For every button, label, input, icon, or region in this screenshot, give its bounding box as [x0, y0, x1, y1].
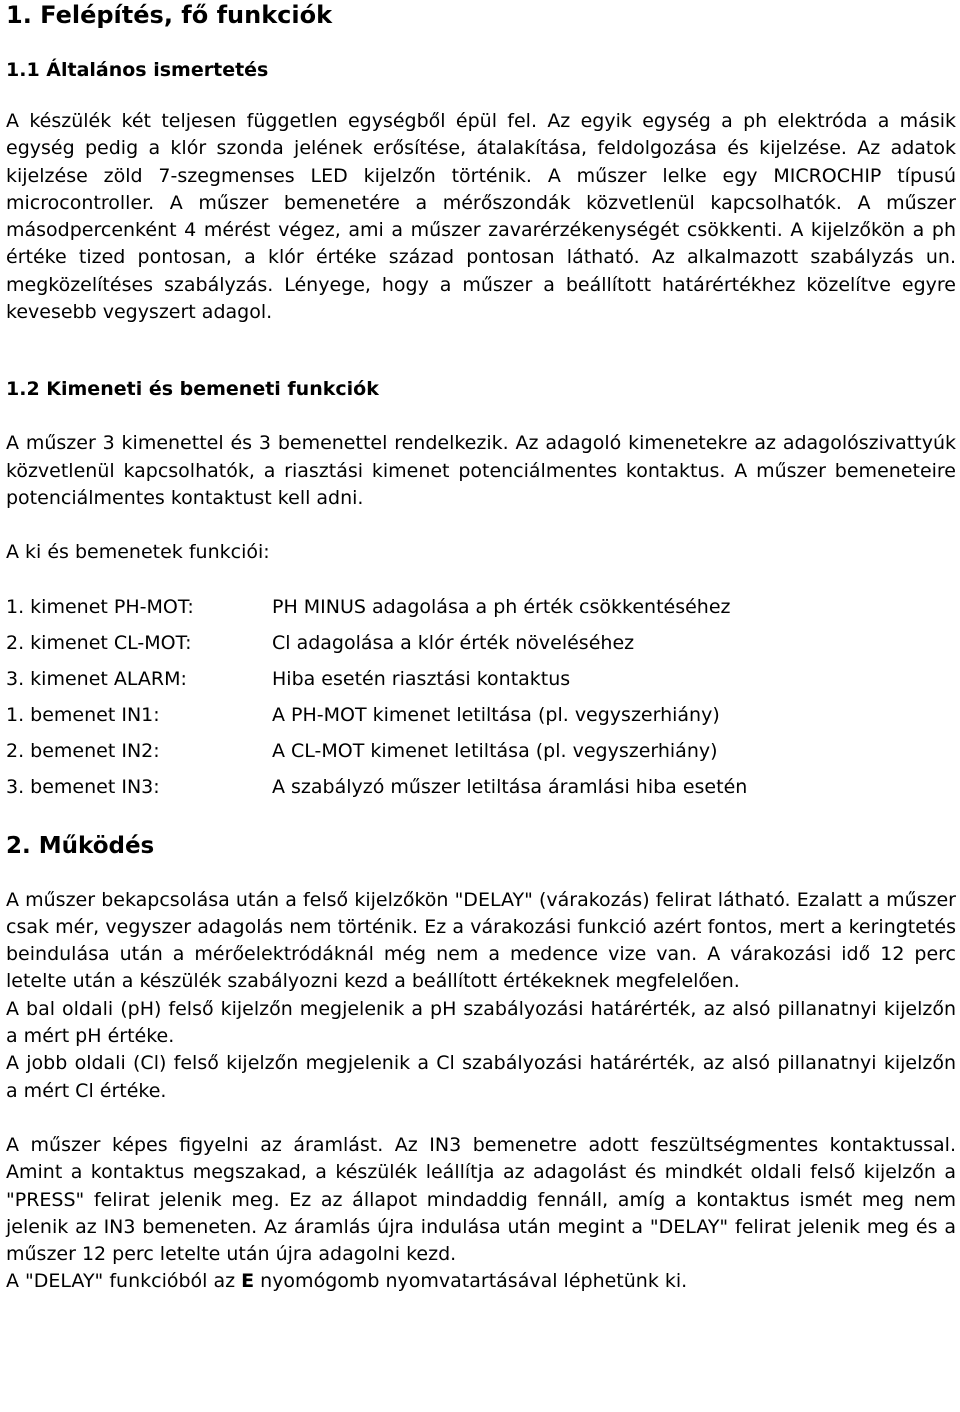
io-functions-title: A ki és bemenetek funkciói:: [6, 541, 270, 564]
delay-exit-text-suffix: nyomógomb nyomvatartásával léphetünk ki.: [254, 1270, 688, 1293]
function-key: 1. kimenet PH-MOT:: [6, 596, 194, 619]
function-value: A CL-MOT kimenet letiltása (pl. vegyszerhiány): [272, 740, 718, 763]
function-value: Cl adagolása a klór érték növeléséhez: [272, 632, 635, 655]
section-1-heading: 1. Felépítés, fő funkciók: [6, 1, 333, 29]
e-button-label: E: [241, 1270, 255, 1293]
function-key: 3. bemenet IN3:: [6, 776, 160, 799]
function-row: [6, 590, 747, 626]
function-row: [6, 770, 747, 806]
operation-paragraph-2: A bal oldali (pH) felső kijelzőn megjelenik a pH szabályozási határérték, az alsó pillanatnyi kijelzőn a mért pH értéke.: [6, 997, 956, 1048]
function-value: A szabályzó műszer letiltása áramlási hiba esetén: [272, 776, 748, 799]
operation-paragraph-3: A jobb oldali (Cl) felső kijelzőn megjelenik a Cl szabályozási határérték, az alsó pillanatnyi kijelzőn a mért Cl értéke.: [6, 1052, 956, 1102]
operation-paragraph-1: A műszer bekapcsolása után a felső kijelzőkön "DELAY" (várakozás) felirat látható. Ezalatt a műszer csak mér, vegyszer adagolás nem történik. Ez a várakozási funkció azért fontos, mert a keringtetés beindulása után a mérőelektródáknál még nem a medence vize van. A várakozási idő 12 perc letelte után a készülék szabályozni kezd a beállított értékeknek megfelelően.: [6, 888, 956, 993]
section-1-2-heading: 1.2 Kimeneti és bemeneti funkciók: [6, 378, 379, 401]
operation-paragraph-5: [6, 1268, 956, 1295]
io-functions-table: [6, 590, 747, 806]
function-key: 2. bemenet IN2:: [6, 740, 160, 763]
general-description-paragraph: A készülék két teljesen független egységből épül fel. Az egyik egység a ph elektróda a másik egység pedig a klór szonda jelének erősítése, átalakítása, feldolgozása és kijelzése. Az adatok kijelzése zöld 7-szegmenses LED kijelzőn történik. A műszer lelke egy MICROCHIP típusú microcontroller. A műszer bemenetére a mérőszondák közvetlenül kapcsolhatók. A műszer másodpercenként 4 mérést végez, ami a műszer zavarérzékenységét csökkenti. A kijelzőkön a ph értéke tized pontosan, a klór értéke század pontosan látható. Az alkalmazott szabályzás un. megközelítéses szabályzás. Lényege, hogy a műszer a beállított határértékhez közelítve egyre kevesebb vegyszert adagol.: [6, 110, 956, 324]
function-key: 1. bemenet IN1:: [6, 704, 160, 727]
operation-paragraph-4: A műszer képes figyelni az áramlást. Az IN3 bemenetre adott feszültségmentes kontaktussal. Amint a kontaktus megszakad, a készülék leállítja az adagolást és mindkét oldali felső kijelzőn a "PRESS" felirat jelenik meg. Ez az állapot mindaddig fennáll, amíg a kontaktus ismét meg nem jelenik az IN3 bemeneten. Az áramlás újra indulása után megint a "DELAY" felirat jelenik meg és a műszer 12 perc letelte után újra adagolni kezd.: [6, 1133, 956, 1266]
delay-exit-text-prefix: A "DELAY" funkcióból az: [6, 1270, 242, 1293]
function-row: [6, 662, 747, 698]
function-value: PH MINUS adagolása a ph érték csökkentéséhez: [272, 596, 731, 619]
section-1-1-heading: 1.1 Általános ismertetés: [6, 59, 269, 81]
io-description-paragraph: A műszer 3 kimenettel és 3 bemenettel rendelkezik. Az adagoló kimenetekre az adagolószivattyúk közvetlenül kapcsolhatók, a riasztási kimenet potenciálmentes kontaktus. A műszer bemeneteire potenciálmentes kontaktust kell adni.: [6, 432, 956, 509]
function-key: 3. kimenet ALARM:: [6, 668, 187, 691]
function-value: Hiba esetén riasztási kontaktus: [272, 668, 571, 691]
section-2-heading: 2. Működés: [6, 832, 155, 859]
function-row: [6, 734, 747, 770]
function-row: [6, 698, 747, 734]
function-row: [6, 626, 747, 662]
function-value: A PH-MOT kimenet letiltása (pl. vegyszerhiány): [272, 704, 720, 727]
function-key: 2. kimenet CL-MOT:: [6, 632, 192, 655]
document-page: [6, 0, 956, 1296]
